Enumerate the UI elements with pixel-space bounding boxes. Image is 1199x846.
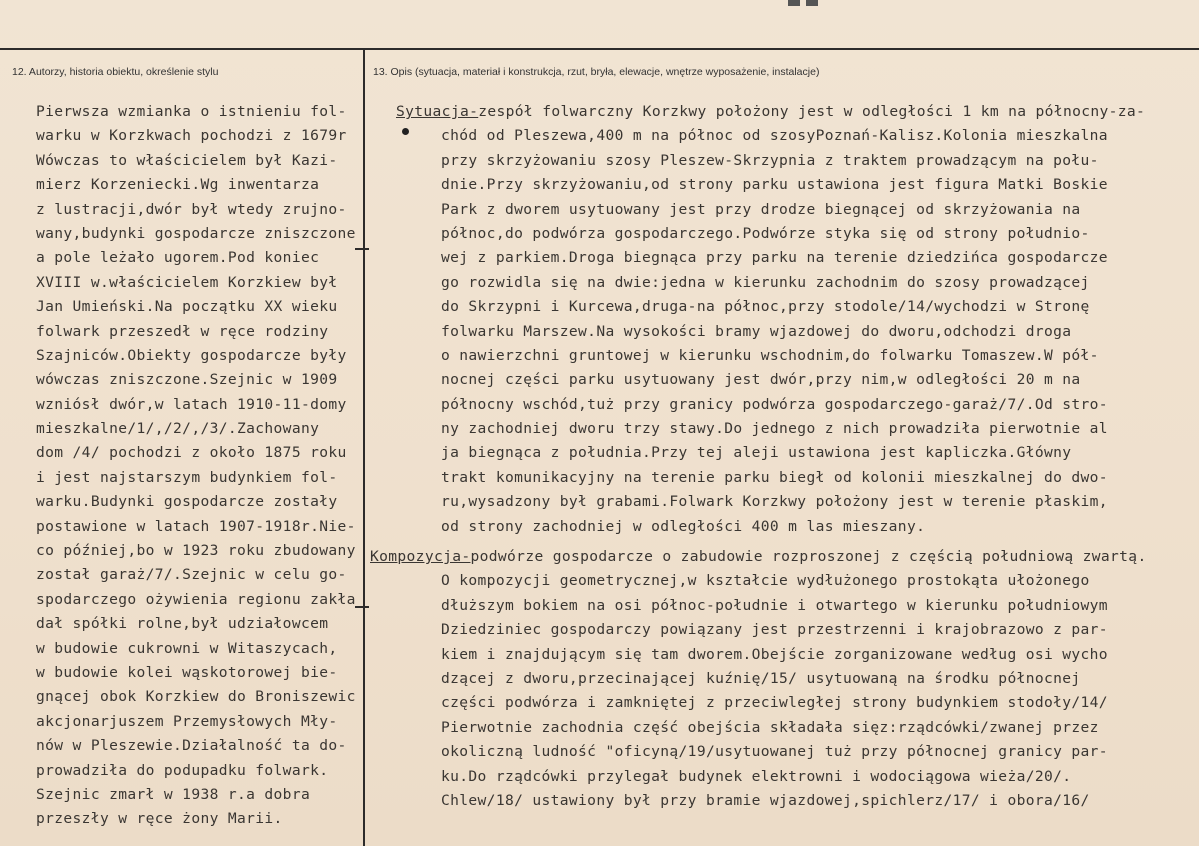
text-line: mieszkalne/1/,/2/,/3/.Zachowany xyxy=(36,420,320,438)
text-line: Jan Umieński.Na początku XX wieku xyxy=(36,298,338,316)
header-description: 13. Opis (sytuacja, materiał i konstrukcja, rzut, bryła, elewacje, wnętrze wyposażenie, instalacje) xyxy=(373,66,820,78)
text-line: spodarczego ożywienia regionu zakła xyxy=(36,590,356,608)
text-line: O kompozycji geometrycznej,w kształcie wydłużonego prostokąta ułożonego xyxy=(441,572,1090,590)
kompozycja-label: Kompozycja- xyxy=(370,548,471,565)
text-line: Pierwotnie zachodnia część obejścia składała sięz:rządcówki/zwanej przez xyxy=(441,718,1099,736)
text-line: północ,do podwórza gospodarczego.Podwórze styka się od strony południo- xyxy=(441,224,1090,242)
text-line: wówczas zniszczone.Szejnic w 1909 xyxy=(36,371,338,389)
top-edge-mark xyxy=(806,0,818,6)
text-line: Dziedziniec gospodarczy powiązany jest przestrzenni i krajobrazowo z par- xyxy=(441,621,1108,639)
text-line: ru,wysadzony był grabami.Folwark Korzkwy położony jest w terenie płaskim, xyxy=(441,493,1108,511)
sytuacja-label: Sytuacja- xyxy=(396,103,479,120)
text-line: gnącej obok Korzkiew do Broniszewic xyxy=(36,688,356,706)
text-line: Wówczas to właścicielem był Kazi- xyxy=(36,151,338,169)
top-edge-mark xyxy=(788,0,800,6)
text-line: Park z dworem usytuowany jest przy drodze biegnącej od skrzyżowania na xyxy=(441,200,1081,218)
text-line: ku.Do rządcówki przylegał budynek elektrowni i wodociągowa wieża/20/. xyxy=(441,767,1072,785)
text-line: od strony zachodniej w odległości 400 m las mieszany. xyxy=(441,517,926,535)
text-line: go rozwidla się na dwie:jedna w kierunku zachodnim do szosy prowadzącej xyxy=(441,273,1090,291)
text-line: wzniósł dwór,w latach 1910-11-domy xyxy=(36,395,347,413)
text-line: północny wschód,tuż przy granicy podwórza gospodarczego-garaż/7/.Od stro- xyxy=(441,395,1108,413)
text-line: do Skrzypni i Kurcewa,druga-na północ,przy stodole/14/wychodzi w Stronę xyxy=(441,298,1090,316)
text-line: chód od Pleszewa,400 m na północ od szosyPoznań-Kalisz.Kolonia mieszkalna xyxy=(441,127,1108,145)
text-line xyxy=(370,100,1199,124)
text-line: Szajniców.Obiekty gospodarcze były xyxy=(36,346,347,364)
history-text xyxy=(36,100,376,832)
text-line: warku.Budynki gospodarcze zostały xyxy=(36,493,338,511)
text-line: trakt komunikacyjny na terenie parku biegł od kolonii mieszkalnej do dwo- xyxy=(441,468,1108,486)
text-line: i jest najstarszym budynkiem fol- xyxy=(36,468,338,486)
text-line: kiem i znajdującym się tam dworem.Obejście zorganizowane według osi wycho xyxy=(441,645,1108,663)
sytuacja-first-line: zespół folwarczny Korzkwy położony jest w odległości 1 km na północny-za- xyxy=(478,103,1146,120)
text-line xyxy=(370,545,1199,569)
text-line: nów w Pleszewie.Działalność ta do- xyxy=(36,737,347,755)
text-line: ja biegnąca z południa.Przy tej aleji ustawiona jest kapliczka.Główny xyxy=(441,444,1072,462)
text-line: wej z parkiem.Droga biegnąca przy parku na terenie dziedzińca gospodarcze xyxy=(441,249,1108,267)
kompozycja-section xyxy=(370,545,1199,813)
text-line: Chlew/18/ ustawiony był przy bramie wjazdowej,spichlerz/17/ i obora/16/ xyxy=(441,791,1090,809)
text-line: akcjonarjuszem Przemysłowych Mły- xyxy=(36,712,338,730)
text-line: folwark przeszedł w ręce rodziny xyxy=(36,322,329,340)
kompozycja-first-line: podwórze gospodarcze o zabudowie rozproszonej z częścią południową zwartą. xyxy=(470,548,1147,565)
text-line: folwarku Marszew.Na wysokości bramy wjazdowej do dworu,odchodzi droga xyxy=(441,322,1072,340)
text-line: mierz Korzeniecki.Wg inwentarza xyxy=(36,176,320,194)
text-line: Szejnic zmarł w 1938 r.a dobra xyxy=(36,785,311,803)
text-line: dał spółki rolne,był udziałowcem xyxy=(36,615,329,633)
text-line: przeszły w ręce żony Marii. xyxy=(36,810,283,828)
top-rule xyxy=(0,48,1199,50)
text-line: warku w Korzkwach pochodzi z 1679r xyxy=(36,127,347,145)
text-line: dnie.Przy skrzyżowaniu,od strony parku ustawiona jest figura Matki Boskie xyxy=(441,176,1108,194)
text-line: postawione w latach 1907-1918r.Nie- xyxy=(36,517,356,535)
sytuacja-section xyxy=(370,100,1199,539)
text-line: ny zachodniej dworu trzy stawy.Do jednego z nich prowadziła pierwotnie al xyxy=(441,420,1108,438)
text-line: części podwórza i zamkniętej z przeciwległej strony budynkiem stodoły/14/ xyxy=(441,694,1108,712)
text-line: Pierwsza wzmianka o istnieniu fol- xyxy=(36,103,347,120)
text-line: co później,bo w 1923 roku zbudowany xyxy=(36,542,356,560)
text-line: okoliczną ludność "oficyną/19/usytuowanej tuż przy północnej granicy par- xyxy=(441,743,1108,761)
text-line: wany,budynki gospodarcze zniszczone xyxy=(36,224,356,242)
text-line: w budowie cukrowni w Witaszycach, xyxy=(36,639,338,657)
text-line: w budowie kolei wąskotorowej bie- xyxy=(36,663,338,681)
text-line: nocnej części parku usytuowany jest dwór,przy nim,w odległości 20 m na xyxy=(441,371,1081,389)
header-authors-history: 12. Autorzy, historia obiektu, określenie stylu xyxy=(12,66,219,78)
text-line: dłuższym bokiem na osi północ-południe i otwartego w kierunku południowym xyxy=(441,596,1108,614)
text-line: z lustracji,dwór był wtedy zrujno- xyxy=(36,200,347,218)
text-line: prowadziła do podupadku folwark. xyxy=(36,761,329,779)
text-line: o nawierzchni gruntowej w kierunku wschodnim,do folwarku Tomaszew.W pół- xyxy=(441,346,1099,364)
text-line: dom /4/ pochodzi z około 1875 roku xyxy=(36,444,347,462)
text-line: a pole leżało ugorem.Pod koniec xyxy=(36,249,320,267)
text-line: dzącej z dworu,przecinającej kuźnię/15/ usytuowaną na środku północnej xyxy=(441,669,1081,687)
text-line: przy skrzyżowaniu szosy Pleszew-Skrzypnia z traktem prowadzącym na połu- xyxy=(441,151,1099,169)
text-line: XVIII w.właścicielem Korzkiew był xyxy=(36,273,338,291)
text-line: został garaż/7/.Szejnic w celu go- xyxy=(36,566,347,584)
